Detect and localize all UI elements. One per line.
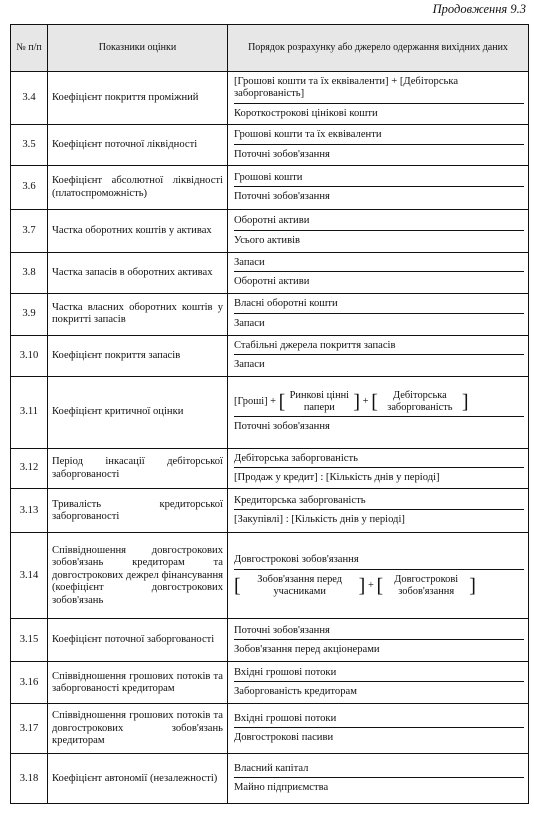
numerator: Вхідні грошові потоки: [234, 665, 524, 682]
table-row: [11, 619, 529, 662]
table-row: [11, 125, 529, 166]
indicator-name: Коефіцієнт автономії (незалежності): [48, 754, 228, 804]
indicator-name: Коефіцієнт поточної ліквідності: [48, 125, 228, 166]
bracket-close: ]: [353, 391, 361, 414]
indicator-name: Коефіцієнт критичної оцінки: [48, 376, 228, 448]
bracket-close: ]: [469, 574, 476, 597]
row-number: 3.15: [11, 619, 48, 662]
table-row: [11, 448, 529, 489]
row-number: 3.12: [11, 448, 48, 489]
table-header-row: [11, 25, 529, 72]
calculation-cell: [228, 533, 529, 619]
plus-sign: +: [362, 396, 369, 408]
calculation-cell: [228, 335, 529, 376]
calculation-cell: [228, 376, 529, 448]
denominator: Оборотні активи: [234, 276, 310, 288]
denominator: [234, 572, 524, 600]
indicator-name: Коефіцієнт покриття проміжний: [48, 72, 228, 125]
table-caption: Продовження 9.3: [432, 2, 526, 16]
row-number: 3.11: [11, 376, 48, 448]
numerator: Оборотні активи: [234, 213, 524, 230]
indicator-name: Період інкасації дебіторської заборгованості: [48, 448, 228, 489]
table-row: [11, 489, 529, 533]
bracket-close: ]: [461, 391, 469, 414]
indicator-name: Частка власних оборотних коштів у покритті запасів: [48, 293, 228, 335]
calculation-cell: [228, 489, 529, 533]
table-row: [11, 376, 529, 448]
header-number: № п/п: [11, 25, 48, 72]
numerator: [Грошові кошти та їх еквіваленти] + [Дебіторська заборгованість]: [234, 74, 524, 104]
header-indicator: Показники оцінки: [48, 25, 228, 72]
calculation-cell: [228, 253, 529, 294]
table-row: [11, 72, 529, 125]
numerator: [234, 388, 524, 417]
table-row: [11, 166, 529, 210]
row-number: 3.13: [11, 489, 48, 533]
bracket-close: ]: [358, 574, 366, 597]
calculation-cell: [228, 754, 529, 804]
denominator: Усього активів: [234, 234, 301, 246]
indicator-name: Частка запасів в оборотних активах: [48, 253, 228, 294]
numerator: Довгострокові зобов'язання: [234, 552, 524, 569]
denominator: [Продаж у кредит] : [Кількість днів у періоді]: [234, 472, 440, 484]
table-row: [11, 704, 529, 754]
bracket-open: [: [234, 574, 241, 597]
calculation-cell: [228, 210, 529, 253]
calculation-cell: [228, 125, 529, 166]
table-row: [11, 210, 529, 253]
numerator: Власні оборотні кошти: [234, 296, 524, 313]
row-number: 3.7: [11, 210, 48, 253]
calculation-cell: [228, 72, 529, 125]
numerator: Дебіторська заборгованість: [234, 451, 524, 468]
denominator: Поточні зобов'язання: [234, 191, 330, 203]
numerator: Поточні зобов'язання: [234, 623, 524, 640]
indicator-name: Співвідношення грошових потоків та довгострокових зобов'язань кредиторам: [48, 704, 228, 754]
bracket-open: [: [376, 574, 384, 597]
bracket-open: [: [371, 391, 378, 414]
denominator: Заборгованість кредиторам: [234, 686, 357, 698]
denominator: [Закупівлі] : [Кількість днів у періоді]: [234, 514, 405, 526]
indicator-name: Коефіцієнт покриття запасів: [48, 335, 228, 376]
row-number: 3.10: [11, 335, 48, 376]
numerator: Стабільні джерела покриття запасів: [234, 338, 524, 355]
denominator: Майно підприємства: [234, 782, 329, 794]
calculation-cell: [228, 448, 529, 489]
header-method: Порядок розрахунку або джерело одержання вихідних даних: [228, 25, 529, 72]
row-number: 3.18: [11, 754, 48, 804]
participants-term: Зобов'язання перед учасниками: [257, 573, 343, 597]
row-number: 3.5: [11, 125, 48, 166]
denominator: Короткострокові цінікові кошти: [234, 107, 378, 119]
indicator-name: Коефіцієнт поточної заборгованості: [48, 619, 228, 662]
table-row: [11, 662, 529, 704]
indicator-name: Коефіцієнт абсолютної ліквідності (платоспроможність): [48, 166, 228, 210]
denominator: Поточні зобов'язання: [234, 421, 330, 433]
numerator: Власний капітал: [234, 761, 524, 778]
denominator: Довгострокові пасиви: [234, 732, 334, 744]
indicator-name: Частка оборотних коштів у активах: [48, 210, 228, 253]
ratios-table: [10, 24, 529, 804]
numerator: Грошові кошти: [234, 170, 524, 187]
plus-sign: +: [368, 579, 374, 591]
denominator: Запаси: [234, 359, 265, 371]
receivables-term: Дебіторська заборгованість: [387, 390, 453, 414]
row-number: 3.17: [11, 704, 48, 754]
indicator-name: Тривалість кредиторської заборгованості: [48, 489, 228, 533]
numerator: Грошові кошти та їх еквіваленти: [234, 127, 524, 144]
calculation-cell: [228, 662, 529, 704]
row-number: 3.8: [11, 253, 48, 294]
calculation-cell: [228, 293, 529, 335]
table-row: [11, 754, 529, 804]
indicator-name: Співвідношення довгострокових зобов'язань кредиторам та довгострокових дежрел фінансування (коефіцієнт довгострокових зобов'язань: [48, 533, 228, 619]
table-row: [11, 533, 529, 619]
numerator: Вхідні грошові потоки: [234, 711, 524, 728]
table-row: [11, 335, 529, 376]
securities-term: Ринкові цінні папери: [289, 390, 350, 414]
calculation-cell: [228, 704, 529, 754]
denominator: Зобов'язання перед акціонерами: [234, 643, 380, 655]
row-number: 3.4: [11, 72, 48, 125]
calculation-cell: [228, 619, 529, 662]
indicator-name: Співвідношення грошових потоків та заборгованості кредиторам: [48, 662, 228, 704]
row-number: 3.16: [11, 662, 48, 704]
table-row: [11, 293, 529, 335]
denominator: Запаси: [234, 317, 265, 329]
bracket-open: [: [278, 391, 286, 414]
calculation-cell: [228, 166, 529, 210]
long-term-term: Довгострокові зобов'язання: [394, 573, 459, 597]
numerator: Запаси: [234, 255, 524, 272]
row-number: 3.14: [11, 533, 48, 619]
table-row: [11, 253, 529, 294]
row-number: 3.6: [11, 166, 48, 210]
cash-term: [Гроші] +: [234, 396, 277, 408]
numerator: Кредиторська заборгованість: [234, 493, 524, 510]
row-number: 3.9: [11, 293, 48, 335]
denominator: Поточні зобов'язання: [234, 148, 330, 160]
